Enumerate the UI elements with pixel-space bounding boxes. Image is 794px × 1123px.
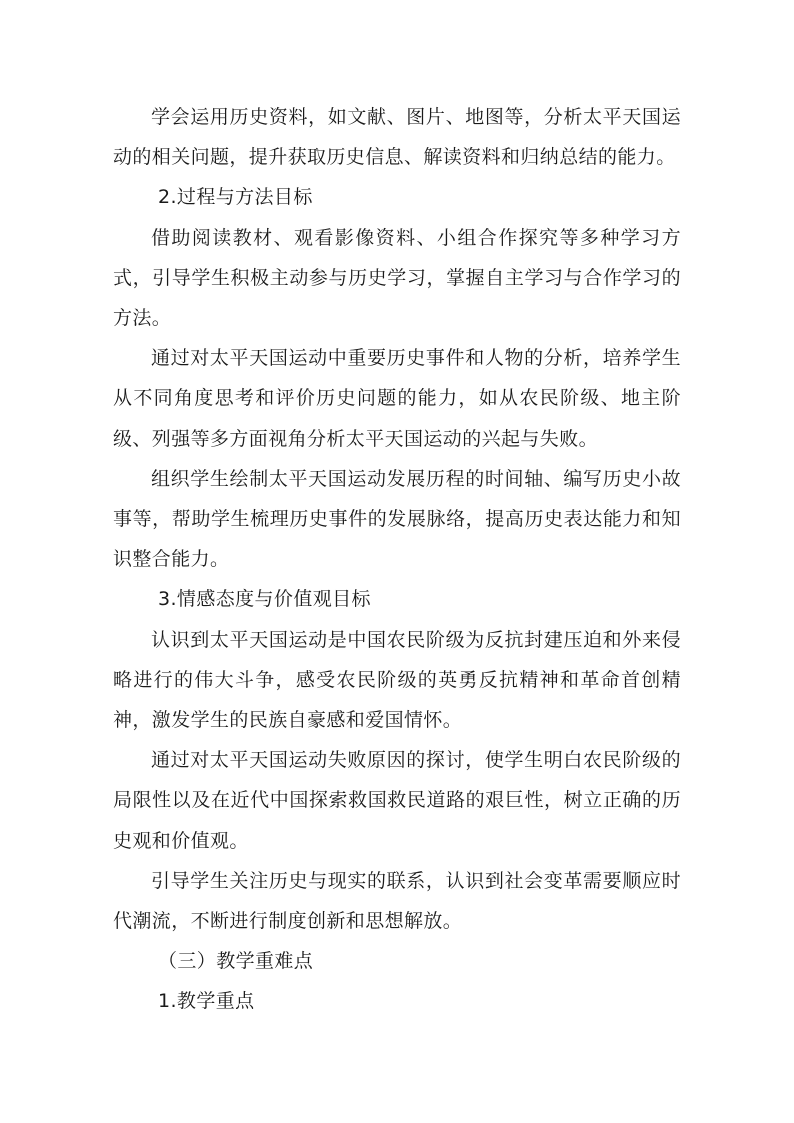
paragraph-timeline-activity: 组织学生绘制太平天国运动发展历程的时间轴、编写历史小故事等，帮助学生梳理历史事件的发展脉络，提高历史表达能力和知识整合能力。 — [113, 467, 681, 571]
document-body — [113, 97, 681, 1022]
paragraph-history-reality: 引导学生关注历史与现实的联系，认识到社会变革需要顺应时代潮流，不断进行制度创新和思想解放。 — [113, 869, 681, 933]
heading-emotion-values-goals: 3.情感态度与价值观目标 — [158, 588, 371, 611]
paragraph-failure-reasons: 通过对太平天国运动失败原因的探讨，使学生明白农民阶级的局限性以及在近代中国探索救国救民道路的艰巨性，树立正确的历史观和价值观。 — [113, 749, 681, 852]
paragraph-national-pride: 认识到太平天国运动是中国农民阶级为反抗封建压迫和外来侵略进行的伟大斗争，感受农民阶级的英勇反抗精神和革命首创精神，激发学生的民族自豪感和爱国情怀。 — [113, 628, 681, 732]
paragraph-historical-materials: 学会运用历史资料，如文献、图片、地图等，分析太平天国运动的相关问题，提升获取历史信息、解读资料和归纳总结的能力。 — [113, 106, 681, 169]
heading-teaching-key-points: 1.教学重点 — [158, 990, 255, 1013]
heading-key-difficult-points: （三）教学重难点 — [158, 950, 314, 973]
paragraph-analysis-ability: 通过对太平天国运动中重要历史事件和人物的分析，培养学生从不同角度思考和评价历史问题的能力，如从农民阶级、地主阶级、列强等多方面视角分析太平天国运动的兴起与失败。 — [113, 347, 681, 450]
heading-process-method-goals: 2.过程与方法目标 — [158, 186, 313, 209]
paragraph-learning-methods: 借助阅读教材、观看影像资料、小组合作探究等多种学习方式，引导学生积极主动参与历史学习，掌握自主学习与合作学习的方法。 — [113, 226, 681, 330]
